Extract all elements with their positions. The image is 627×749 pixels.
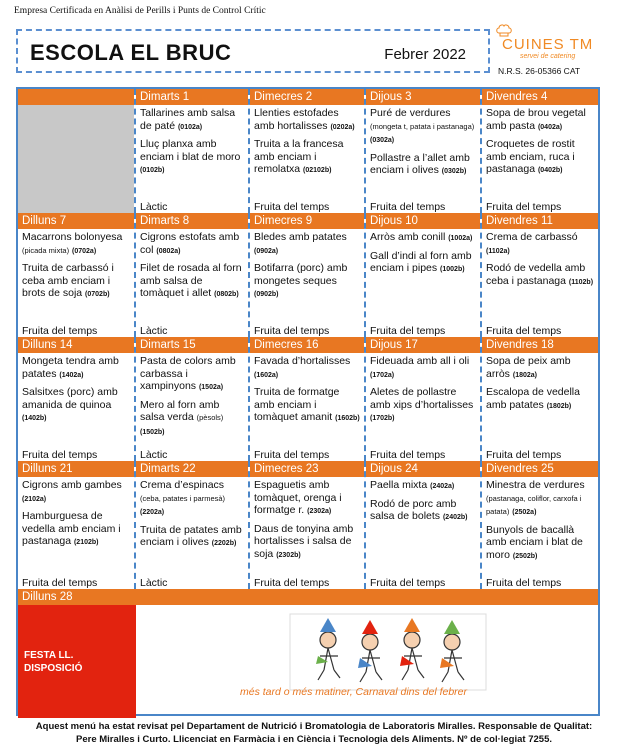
dish-item [22,386,130,426]
dish-code: (1602b) [335,415,360,422]
dish-item [370,386,476,426]
dish-note: (pèsols) [196,413,224,422]
dish-code: (2502b) [512,552,538,560]
dish-item [486,386,594,413]
dish-name: Bunyols de bacallà amb enciam i blat de moro [486,523,583,561]
dish-code: (2502a) [512,509,537,516]
dish-name: Rodó de vedella amb ceba i pastanaga [486,262,586,287]
dish-code: (1702a) [370,371,395,379]
cuines-logo [496,24,616,64]
dish-code: (1602a) [254,371,279,379]
dish-item [486,107,594,134]
carnaval-slogan: més tard o més matiner, Carnaval dins del febrer [240,686,468,698]
day-header: Dimecres 23 [250,461,364,477]
dish-item [370,479,476,494]
dish-item [254,231,360,258]
day-cell [136,337,250,461]
menu-week [18,461,598,589]
dish-name: Paella mixta [370,479,428,491]
day-menu [366,229,480,337]
empty-day-cell [18,89,136,213]
day-cell [250,213,366,337]
day-header: Dimarts 22 [136,461,248,477]
day-header: Dijous 17 [366,337,480,353]
dish-code: (2402b) [442,514,468,521]
dish-item [254,386,360,426]
day-footer: Fruita del temps [254,577,330,589]
logo-name: CUINES TM [502,36,594,53]
day-header: Dijous 24 [366,461,480,477]
dish-name: Tallarines amb salsa de paté [140,107,236,132]
week5-header-bar [136,589,598,605]
day-cell [482,89,598,213]
day-menu [482,229,598,337]
nrs-code: N.R.S. 26-05366 CAT [498,66,581,76]
dish-code: (0802a) [156,247,181,255]
dish-item [140,231,244,258]
day-menu [250,353,364,461]
day-header: Divendres 18 [482,337,598,353]
dish-name: Espaguetis amb tomàquet, orenga i formatge r. [254,479,342,516]
day-header: Dimarts 15 [136,337,248,353]
logo-subtitle: servei de catering [520,53,576,60]
dish-item [140,399,244,440]
day-cell [366,461,482,589]
day-footer: Fruita del temps [254,201,330,213]
dish-name: Truita de formatge amb enciam i tomàquet amanit [254,386,340,423]
day-cell [136,461,250,589]
dish-item [486,262,594,289]
dish-code: (1002b) [440,266,465,273]
festa-cell [18,605,136,718]
dish-item [22,510,130,550]
dish-name: Mero al forn amb salsa verda [140,398,220,423]
dish-note: (pastanaga, coliflor, carxofa i patata) [486,493,582,516]
dish-name: Minestra de verdures [486,479,585,491]
dish-item [254,107,360,134]
day-footer: Fruita del temps [22,325,98,337]
day-footer: Fruita del temps [254,449,330,461]
menu-month: Febrer 2022 [384,46,466,63]
day-menu [18,353,134,461]
dish-code: (2102a) [22,495,47,503]
day-footer: Làctic [140,201,168,213]
day-footer: Fruita del temps [370,201,446,213]
dish-item [486,524,594,564]
dish-code: (02102b) [303,167,332,174]
day-menu [136,105,248,213]
day-footer: Fruita del temps [254,325,330,337]
dish-item [140,355,244,395]
day-cell [18,337,136,461]
menu-week [18,337,598,461]
day-cell [366,89,482,213]
day-cell [18,461,136,589]
dish-name: Aletes de pollastre amb xips d’hortalisses [370,386,474,411]
dish-item [486,355,594,382]
day-menu [18,105,134,213]
dish-item [254,523,360,563]
dish-note: (mongeta t, patata i pastanaga) [370,121,475,131]
dish-name: Macarrons bolonyesa [22,231,123,243]
dish-item [22,231,130,258]
day-footer: Fruita del temps [370,325,446,337]
dish-code: (1502a) [198,384,224,391]
day-cell [366,337,482,461]
day-header [18,89,134,105]
dish-item [22,262,130,302]
dish-note: (ceba, patates i parmesà) [140,493,226,503]
day-footer: Fruita del temps [22,449,98,461]
dish-name: Rodó de porc amb salsa de bolets [370,497,457,522]
day-header: Dimarts 1 [136,89,248,105]
dish-code: (2202a) [140,509,165,516]
dish-code: (1402a) [59,371,84,379]
day-menu [18,229,134,337]
dish-name: Truita de patates amb enciam i olives [140,523,242,548]
day-header: Dilluns 14 [18,337,134,353]
day-footer: Fruita del temps [486,201,562,213]
dish-code: (0302a) [370,137,395,144]
day-header: Dilluns 7 [18,213,134,229]
day-menu [482,353,598,461]
dish-item [486,479,594,520]
day-menu [250,105,364,213]
dish-code: (2402a) [430,483,455,490]
dish-name: Pasta de colors amb carbassa i xampinyons [140,355,236,392]
dish-name: Sopa de brou vegetal amb pasta [486,107,586,132]
day-cell [18,213,136,337]
day-menu [482,477,598,589]
festa-text [24,649,82,675]
day-cell [136,89,250,213]
dish-name: Favada d’hortalisses [254,355,351,367]
day-cell [482,337,598,461]
certification-text: Empresa Certificada en Anàlisi de Perills i Punts de Control Crític [14,6,266,16]
nutrition-note-line: Pere Miralles i Curto. Llicenciat en Farmàcia i en Ciència i Tecnologia dels Aliments. Nº de col·legiat 7255. [76,734,552,745]
school-name: ESCOLA EL BRUC [30,40,232,65]
dish-item [370,231,476,246]
day-header: Dilluns 21 [18,461,134,477]
menu-week [18,89,598,213]
dish-name: Crema d’espinacs [140,479,225,491]
dish-code: (2102b) [73,539,99,546]
dish-name: Cigrons amb gambes [22,479,122,491]
dish-code: (2302a) [307,508,332,515]
dish-item [486,231,594,258]
dish-name: Pollastre a l’allet amb enciam i olives [370,151,470,176]
day-menu [366,105,480,213]
dish-code: (0302b) [441,168,467,175]
dish-code: (1802a) [512,371,537,379]
dish-code: (1102a) [486,247,510,255]
dish-name: Escalopa de vedella amb patates [486,386,580,411]
dish-item [254,355,360,382]
day-cell [482,461,598,589]
dish-name: Crema de carbassó [486,231,578,243]
dish-name: Croquetes de rostit amb enciam, ruca i pastanaga [486,138,575,175]
carnaval-kids-illustration [288,612,488,692]
dish-note: (picada mixta) [22,245,70,255]
dish-code: (1802b) [546,402,572,410]
day-footer: Làctic [140,577,168,589]
day-menu [136,477,248,589]
dish-name: Fideuada amb all i oli [370,355,470,367]
day-footer: Làctic [140,325,168,337]
dish-name: Llenties estofades amb hortalisses [254,107,339,132]
dish-code: (1402b) [22,415,47,422]
dish-name: Mongeta tendra amb patates [22,355,119,380]
dish-item [140,138,244,178]
day-cell [250,461,366,589]
festa-line: FESTA LL. [24,650,74,661]
dish-item [486,138,594,178]
day-menu [250,477,364,589]
day-header: Divendres 25 [482,461,598,477]
day-menu [136,229,248,337]
dish-code: (1502b) [140,428,165,436]
festa-line: DISPOSICIÓ [24,663,83,674]
day-header: Dimecres 16 [250,337,364,353]
dish-code: (2202b) [211,540,237,547]
dish-name: Cigrons estofats amb col [140,231,240,256]
day-cell [366,213,482,337]
menu-week [18,213,598,337]
day-header-28: Dilluns 28 [18,589,136,605]
menu-header [16,29,490,73]
dish-item [140,524,244,551]
dish-item [22,479,130,506]
day-header: Dijous 10 [366,213,480,229]
day-cell [482,213,598,337]
dish-item [370,355,476,382]
menu-grid [16,87,600,716]
dish-code: (0402a) [537,123,563,131]
dish-code: (0902b) [254,291,279,298]
dish-code: (0202a) [330,123,355,131]
day-footer: Fruita del temps [486,577,562,589]
day-menu [482,105,598,213]
dish-item [22,355,130,382]
dish-name: Daus de tonyina amb hortalisses i salsa de soja [254,522,354,560]
day-footer: Fruita del temps [370,577,446,589]
dish-item [140,107,244,134]
day-header: Divendres 11 [482,213,598,229]
dish-item [254,262,360,302]
dish-item [370,107,476,148]
day-header: Dijous 3 [366,89,480,105]
dish-name: Bledes amb patates [254,231,347,243]
dish-name: Truita a la francesa amb enciam i remolatxa [254,138,344,175]
day-menu [18,477,134,589]
day-footer: Fruita del temps [370,449,446,461]
dish-code: (0402b) [537,167,563,174]
dish-code: (1702b) [370,415,395,422]
day-header: Dimecres 9 [250,213,364,229]
dish-name: Arròs amb conill [370,231,446,243]
day-header: Divendres 4 [482,89,598,105]
dish-name: Salsitxes (porc) amb amanida de quinoa [22,386,118,411]
day-footer: Fruita del temps [22,577,98,589]
day-menu [366,477,480,589]
dish-code: (0102a) [177,123,203,131]
dish-item [140,262,244,302]
dish-name: Hamburguesa de vedella amb enciam i pastanaga [22,510,121,547]
dish-code: (0702a) [72,247,97,255]
day-menu [136,353,248,461]
day-footer: Làctic [140,449,168,461]
dish-name: Botifarra (porc) amb mongetes seques [254,262,348,287]
dish-code: (1102b) [568,278,594,286]
dish-code: (0702b) [85,291,110,298]
day-footer: Fruita del temps [486,325,562,337]
dish-item [254,479,360,519]
dish-code: (1002a) [448,235,473,242]
day-footer: Fruita del temps [486,449,562,461]
dish-name: Puré de verdures [370,107,451,119]
day-cell [250,337,366,461]
nutrition-note [14,720,614,746]
dish-name: Lluç planxa amb enciam i blat de moro [140,138,241,163]
dish-code: (0102b) [140,167,165,174]
dish-name: Truita de carbassó i ceba amb enciam i brots de soja [22,262,114,299]
nutrition-note-line: Aquest menú ha estat revisat pel Departament de Nutrició i Bromatologia de Laboratoris Miralles. Responsable de Qualitat: [35,721,593,732]
dish-code: (0902a) [254,247,279,255]
day-header: Dimarts 8 [136,213,248,229]
dish-name: Filet de rosada al forn amb salsa de tomàquet i allet [140,262,242,299]
day-header: Dimecres 2 [250,89,364,105]
day-menu [366,353,480,461]
dish-item [140,479,244,520]
day-menu [250,229,364,337]
dish-item [254,138,360,178]
dish-name: Gall d’indi al forn amb enciam i pipes [370,249,472,274]
dish-code: (0802b) [214,291,239,298]
day-cell [250,89,366,213]
dish-item [370,498,476,525]
dish-item [370,152,476,179]
dish-item [370,250,476,277]
dish-name: Sopa de peix amb arròs [486,355,571,380]
day-cell [136,213,250,337]
dish-code: (2302b) [276,551,301,559]
